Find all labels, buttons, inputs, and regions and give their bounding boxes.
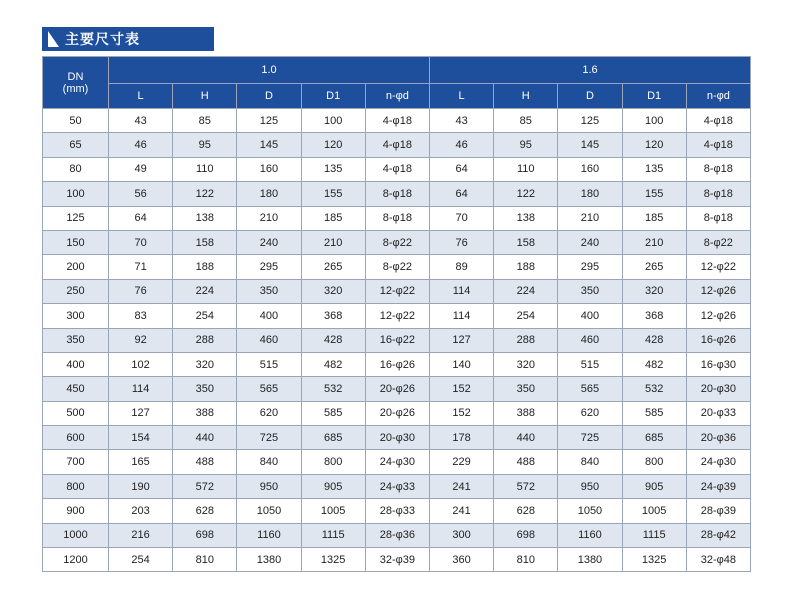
table-cell: 840 <box>558 450 622 474</box>
table-cell: 482 <box>622 352 686 376</box>
table-cell: 8-φ18 <box>686 182 750 206</box>
table-cell: 685 <box>301 426 365 450</box>
table-cell: 28-φ33 <box>365 499 429 523</box>
table-cell: 1005 <box>301 499 365 523</box>
column-header: D <box>237 84 301 109</box>
table-row <box>43 523 751 547</box>
table-row <box>43 133 751 157</box>
table-cell: 180 <box>237 182 301 206</box>
table-cell: 203 <box>109 499 173 523</box>
dimension-table <box>42 56 751 572</box>
table-cell: 4-φ18 <box>365 157 429 181</box>
table-cell: 138 <box>173 206 237 230</box>
dn-cell: 700 <box>43 450 109 474</box>
table-cell: 46 <box>109 133 173 157</box>
table-cell: 122 <box>494 182 558 206</box>
table-cell: 89 <box>429 255 493 279</box>
table-cell: 158 <box>494 230 558 254</box>
table-cell: 70 <box>429 206 493 230</box>
table-cell: 114 <box>429 279 493 303</box>
table-cell: 400 <box>558 304 622 328</box>
table-cell: 532 <box>622 377 686 401</box>
table-cell: 210 <box>237 206 301 230</box>
table-cell: 114 <box>429 304 493 328</box>
table-cell: 102 <box>109 352 173 376</box>
table-cell: 488 <box>494 450 558 474</box>
dn-cell: 350 <box>43 328 109 352</box>
table-cell: 95 <box>494 133 558 157</box>
table-cell: 20-φ26 <box>365 377 429 401</box>
table-cell: 4-φ18 <box>365 109 429 133</box>
table-cell: 100 <box>301 109 365 133</box>
table-cell: 628 <box>494 499 558 523</box>
table-cell: 155 <box>622 182 686 206</box>
table-cell: 64 <box>429 182 493 206</box>
table-cell: 24-φ30 <box>686 450 750 474</box>
dn-cell: 1000 <box>43 523 109 547</box>
table-cell: 8-φ22 <box>686 230 750 254</box>
dn-cell: 80 <box>43 157 109 181</box>
table-cell: 8-φ18 <box>365 206 429 230</box>
table-cell: 840 <box>237 450 301 474</box>
table-cell: 288 <box>173 328 237 352</box>
table-cell: 64 <box>109 206 173 230</box>
table-cell: 950 <box>237 474 301 498</box>
table-cell: 12-φ26 <box>686 279 750 303</box>
table-row <box>43 157 751 181</box>
table-cell: 460 <box>558 328 622 352</box>
table-cell: 71 <box>109 255 173 279</box>
table-cell: 368 <box>622 304 686 328</box>
table-cell: 240 <box>237 230 301 254</box>
dn-cell: 300 <box>43 304 109 328</box>
table-row <box>43 401 751 425</box>
table-cell: 135 <box>622 157 686 181</box>
table-cell: 265 <box>622 255 686 279</box>
table-row <box>43 548 751 572</box>
table-cell: 388 <box>494 401 558 425</box>
column-header: H <box>173 84 237 109</box>
table-cell: 265 <box>301 255 365 279</box>
table-cell: 120 <box>622 133 686 157</box>
table-cell: 725 <box>558 426 622 450</box>
table-cell: 92 <box>109 328 173 352</box>
table-cell: 1325 <box>622 548 686 572</box>
dn-cell: 800 <box>43 474 109 498</box>
table-cell: 488 <box>173 450 237 474</box>
dn-cell: 50 <box>43 109 109 133</box>
table-cell: 440 <box>173 426 237 450</box>
table-cell: 110 <box>173 157 237 181</box>
table-cell: 585 <box>622 401 686 425</box>
table-row <box>43 474 751 498</box>
table-cell: 122 <box>173 182 237 206</box>
table-cell: 725 <box>237 426 301 450</box>
table-cell: 241 <box>429 499 493 523</box>
column-header: L <box>429 84 493 109</box>
table-cell: 178 <box>429 426 493 450</box>
table-cell: 572 <box>173 474 237 498</box>
table-cell: 20-φ36 <box>686 426 750 450</box>
table-cell: 572 <box>494 474 558 498</box>
table-cell: 100 <box>622 109 686 133</box>
table-cell: 295 <box>237 255 301 279</box>
table-cell: 210 <box>558 206 622 230</box>
section-title: 主要尺寸表 <box>65 31 140 47</box>
column-header: H <box>494 84 558 109</box>
table-cell: 24-φ30 <box>365 450 429 474</box>
table-cell: 1050 <box>558 499 622 523</box>
table-cell: 1115 <box>622 523 686 547</box>
table-cell: 125 <box>558 109 622 133</box>
dn-cell: 400 <box>43 352 109 376</box>
table-row <box>43 450 751 474</box>
table-cell: 12-φ22 <box>365 304 429 328</box>
table-cell: 120 <box>301 133 365 157</box>
table-row <box>43 377 751 401</box>
table-cell: 56 <box>109 182 173 206</box>
table-cell: 76 <box>109 279 173 303</box>
table-cell: 216 <box>109 523 173 547</box>
table-row <box>43 230 751 254</box>
table-cell: 1380 <box>558 548 622 572</box>
table-cell: 110 <box>494 157 558 181</box>
table-cell: 4-φ18 <box>686 109 750 133</box>
table-row <box>43 352 751 376</box>
table-cell: 85 <box>173 109 237 133</box>
table-cell: 388 <box>173 401 237 425</box>
table-cell: 16-φ22 <box>365 328 429 352</box>
table-cell: 24-φ39 <box>686 474 750 498</box>
table-cell: 428 <box>622 328 686 352</box>
table-cell: 1325 <box>301 548 365 572</box>
table-cell: 127 <box>109 401 173 425</box>
table-cell: 565 <box>237 377 301 401</box>
table-cell: 83 <box>109 304 173 328</box>
table-cell: 125 <box>237 109 301 133</box>
table-cell: 185 <box>622 206 686 230</box>
table-cell: 180 <box>558 182 622 206</box>
table-cell: 800 <box>301 450 365 474</box>
table-row <box>43 206 751 230</box>
table-cell: 155 <box>301 182 365 206</box>
table-cell: 810 <box>494 548 558 572</box>
table-cell: 46 <box>429 133 493 157</box>
dn-header <box>43 57 109 109</box>
table-cell: 185 <box>301 206 365 230</box>
table-row <box>43 109 751 133</box>
table-cell: 210 <box>301 230 365 254</box>
table-cell: 620 <box>558 401 622 425</box>
table-cell: 1160 <box>558 523 622 547</box>
table-cell: 254 <box>109 548 173 572</box>
table-row <box>43 255 751 279</box>
table-cell: 49 <box>109 157 173 181</box>
table-cell: 43 <box>429 109 493 133</box>
table-cell: 440 <box>494 426 558 450</box>
dn-cell: 450 <box>43 377 109 401</box>
table-body <box>43 109 751 572</box>
table-cell: 8-φ18 <box>365 182 429 206</box>
table-cell: 482 <box>301 352 365 376</box>
table-cell: 32-φ48 <box>686 548 750 572</box>
table-cell: 950 <box>558 474 622 498</box>
table-cell: 460 <box>237 328 301 352</box>
table-cell: 24-φ33 <box>365 474 429 498</box>
table-cell: 8-φ22 <box>365 255 429 279</box>
table-cell: 70 <box>109 230 173 254</box>
table-cell: 4-φ18 <box>686 133 750 157</box>
table-cell: 320 <box>173 352 237 376</box>
table-cell: 685 <box>622 426 686 450</box>
table-cell: 254 <box>173 304 237 328</box>
table-cell: 210 <box>622 230 686 254</box>
table-cell: 224 <box>173 279 237 303</box>
table-cell: 28-φ42 <box>686 523 750 547</box>
table-cell: 43 <box>109 109 173 133</box>
table-cell: 532 <box>301 377 365 401</box>
table-cell: 585 <box>301 401 365 425</box>
table-cell: 64 <box>429 157 493 181</box>
table-cell: 698 <box>173 523 237 547</box>
table-cell: 114 <box>109 377 173 401</box>
table-cell: 295 <box>558 255 622 279</box>
table-cell: 350 <box>558 279 622 303</box>
table-cell: 350 <box>237 279 301 303</box>
table-cell: 158 <box>173 230 237 254</box>
table-row <box>43 499 751 523</box>
table-cell: 8-φ18 <box>686 206 750 230</box>
table-cell: 1115 <box>301 523 365 547</box>
dn-cell: 600 <box>43 426 109 450</box>
table-cell: 628 <box>173 499 237 523</box>
table-cell: 140 <box>429 352 493 376</box>
title-triangle-icon <box>48 31 59 47</box>
table-cell: 224 <box>494 279 558 303</box>
table-cell: 188 <box>173 255 237 279</box>
column-header: D <box>558 84 622 109</box>
table-cell: 1050 <box>237 499 301 523</box>
table-cell: 152 <box>429 401 493 425</box>
dn-cell: 500 <box>43 401 109 425</box>
table-cell: 240 <box>558 230 622 254</box>
column-header: n-φd <box>365 84 429 109</box>
table-cell: 165 <box>109 450 173 474</box>
table-cell: 145 <box>237 133 301 157</box>
table-cell: 4-φ18 <box>365 133 429 157</box>
table-cell: 229 <box>429 450 493 474</box>
dn-header-label: DN <box>67 70 84 83</box>
table-row <box>43 328 751 352</box>
table-cell: 12-φ22 <box>686 255 750 279</box>
table-cell: 12-φ26 <box>686 304 750 328</box>
table-cell: 8-φ22 <box>365 230 429 254</box>
dn-cell: 125 <box>43 206 109 230</box>
table-cell: 698 <box>494 523 558 547</box>
column-header: n-φd <box>686 84 750 109</box>
table-cell: 152 <box>429 377 493 401</box>
table-row <box>43 304 751 328</box>
table-cell: 20-φ33 <box>686 401 750 425</box>
table-cell: 368 <box>301 304 365 328</box>
table-cell: 400 <box>237 304 301 328</box>
group-header-1-0: 1.0 <box>109 57 430 84</box>
table-cell: 188 <box>494 255 558 279</box>
table-cell: 320 <box>494 352 558 376</box>
table-row <box>43 182 751 206</box>
column-header: D1 <box>622 84 686 109</box>
table-cell: 190 <box>109 474 173 498</box>
table-cell: 12-φ22 <box>365 279 429 303</box>
header-row-columns <box>43 84 751 109</box>
table-row <box>43 279 751 303</box>
table-cell: 350 <box>494 377 558 401</box>
table-cell: 16-φ30 <box>686 352 750 376</box>
table-row <box>43 426 751 450</box>
table-cell: 32-φ39 <box>365 548 429 572</box>
dn-cell: 100 <box>43 182 109 206</box>
dn-cell: 200 <box>43 255 109 279</box>
table-cell: 154 <box>109 426 173 450</box>
table-cell: 145 <box>558 133 622 157</box>
table-cell: 127 <box>429 328 493 352</box>
table-cell: 160 <box>237 157 301 181</box>
table-cell: 300 <box>429 523 493 547</box>
table-cell: 28-φ39 <box>686 499 750 523</box>
table-cell: 16-φ26 <box>365 352 429 376</box>
table-cell: 620 <box>237 401 301 425</box>
table-cell: 254 <box>494 304 558 328</box>
group-header-1-6: 1.6 <box>429 57 750 84</box>
table-cell: 428 <box>301 328 365 352</box>
table-cell: 85 <box>494 109 558 133</box>
table-cell: 1160 <box>237 523 301 547</box>
dn-header-unit: (mm) <box>62 82 89 95</box>
table-cell: 360 <box>429 548 493 572</box>
dn-cell: 150 <box>43 230 109 254</box>
table-cell: 515 <box>558 352 622 376</box>
table-cell: 905 <box>301 474 365 498</box>
table-cell: 1380 <box>237 548 301 572</box>
table-cell: 28-φ36 <box>365 523 429 547</box>
table-cell: 16-φ26 <box>686 328 750 352</box>
table-cell: 20-φ26 <box>365 401 429 425</box>
dn-cell: 900 <box>43 499 109 523</box>
table-cell: 160 <box>558 157 622 181</box>
table-cell: 350 <box>173 377 237 401</box>
table-cell: 241 <box>429 474 493 498</box>
section-title-bar <box>42 27 214 51</box>
table-cell: 320 <box>622 279 686 303</box>
table-cell: 905 <box>622 474 686 498</box>
table-cell: 288 <box>494 328 558 352</box>
table-cell: 1005 <box>622 499 686 523</box>
table-cell: 76 <box>429 230 493 254</box>
dn-cell: 65 <box>43 133 109 157</box>
dn-cell: 250 <box>43 279 109 303</box>
table-cell: 8-φ18 <box>686 157 750 181</box>
table-cell: 20-φ30 <box>686 377 750 401</box>
table-cell: 800 <box>622 450 686 474</box>
table-cell: 565 <box>558 377 622 401</box>
column-header: L <box>109 84 173 109</box>
column-header: D1 <box>301 84 365 109</box>
dn-cell: 1200 <box>43 548 109 572</box>
table-cell: 135 <box>301 157 365 181</box>
table-cell: 320 <box>301 279 365 303</box>
header-row-groups <box>43 57 751 84</box>
table-cell: 515 <box>237 352 301 376</box>
table-cell: 95 <box>173 133 237 157</box>
table-cell: 20-φ30 <box>365 426 429 450</box>
table-cell: 810 <box>173 548 237 572</box>
table-cell: 138 <box>494 206 558 230</box>
